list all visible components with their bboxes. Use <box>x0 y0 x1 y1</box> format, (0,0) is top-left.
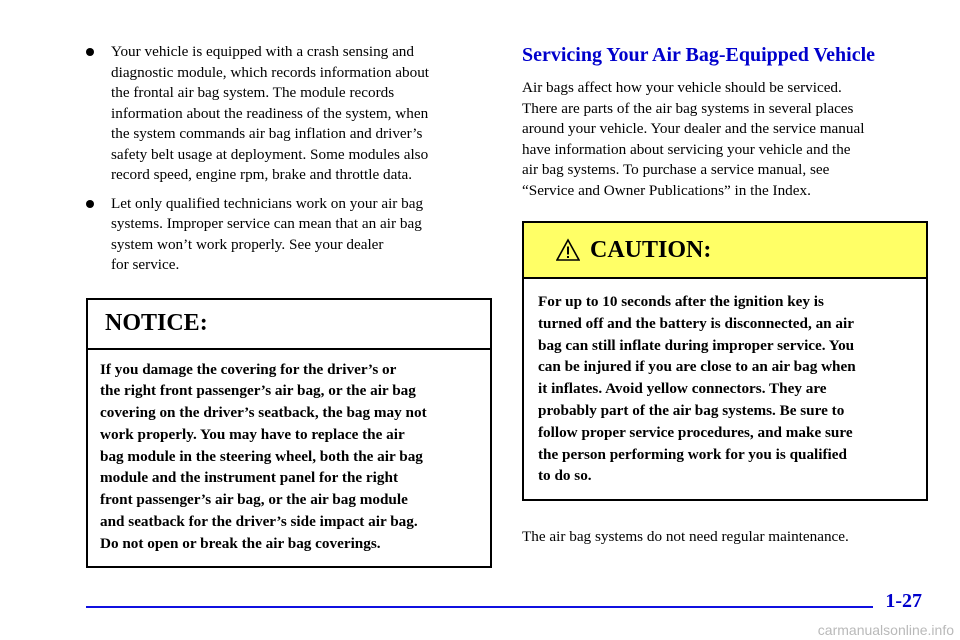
notice-body <box>88 350 490 566</box>
text-line: air bag systems. To purchase a service manual, see <box>522 161 830 178</box>
text-line: follow proper service procedures, and make sure <box>538 423 853 441</box>
right-column <box>522 42 930 548</box>
text-line: work properly. You may have to replace the air <box>100 425 405 443</box>
text-line: If you damage the covering for the driver’s or <box>100 360 397 378</box>
bullet-text <box>111 194 494 276</box>
page-number: 1-27 <box>885 590 922 612</box>
closing-paragraph: The air bag systems do not need regular maintenance. <box>522 528 849 546</box>
left-column <box>86 42 494 568</box>
text-line: the frontal air bag system. The module records <box>111 84 395 101</box>
text-line: can be injured if you are close to an air bag when <box>538 358 856 376</box>
text-line: There are parts of the air bag systems in several places <box>522 99 854 117</box>
text-line: covering on the driver’s seatback, the bag may not <box>100 404 427 422</box>
text-line: the right front passenger’s air bag, or the air bag <box>100 382 416 400</box>
text-line: around your vehicle. Your dealer and the service manual <box>522 120 865 137</box>
notice-box <box>86 298 492 568</box>
text-line: module and the instrument panel for the right <box>100 469 398 487</box>
bullet-dot-icon <box>86 200 94 208</box>
text-line: Let only qualified technicians work on your air bag <box>111 194 424 212</box>
section-title: Servicing Your Air Bag-Equipped Vehicle <box>522 44 876 66</box>
warning-triangle-icon <box>556 238 580 262</box>
bullet-text <box>111 42 494 186</box>
text-line: systems. Improper service can mean that an air bag <box>111 215 422 232</box>
notice-title: NOTICE: <box>105 310 208 336</box>
text-line: safety belt usage at deployment. Some modules also <box>111 145 429 163</box>
text-line: diagnostic module, which records information about <box>111 63 430 81</box>
text-line: the system commands air bag inflation and driver’s <box>111 125 423 142</box>
caution-box <box>522 221 928 501</box>
text-line: Air bags affect how your vehicle should be serviced. <box>522 79 842 96</box>
text-line: it inflates. Avoid yellow connectors. They are <box>538 380 827 398</box>
text-line: turned off and the battery is disconnected, an air <box>538 314 854 332</box>
text-line: probably part of the air bag systems. Be sure to <box>538 401 845 419</box>
text-line: the person performing work for you is qualified <box>538 445 847 463</box>
text-line: have information about servicing your vehicle and the <box>522 140 851 158</box>
text-line: system won’t work properly. See your dealer <box>111 235 384 253</box>
bullet-item-crash-module <box>86 42 494 186</box>
text-line: For up to 10 seconds after the ignition key is <box>538 293 824 310</box>
text-line: Do not open or break the air bag coverings. <box>100 534 381 552</box>
watermark: carmanualsonline.info <box>817 622 954 638</box>
bullet-item-qualified-technicians <box>86 194 494 276</box>
caution-header <box>524 223 926 279</box>
text-line: front passenger’s air bag, or the air bag module <box>100 491 408 509</box>
caution-body <box>524 279 926 499</box>
text-line: bag can still inflate during improper service. You <box>538 336 855 354</box>
notice-header <box>88 300 490 350</box>
text-line: bag module in the steering wheel, both the air bag <box>100 447 423 465</box>
footer-rule <box>86 606 873 608</box>
text-line: information about the readiness of the system, when <box>111 104 429 122</box>
section-paragraph <box>522 78 930 201</box>
text-line: for service. <box>111 256 180 273</box>
text-line: Your vehicle is equipped with a crash sensing and <box>111 43 414 60</box>
text-line: and seatback for the driver’s side impact air bag. <box>100 513 418 531</box>
caution-title: CAUTION: <box>590 236 712 263</box>
text-line: record speed, engine rpm, brake and throttle data. <box>111 166 413 183</box>
text-line: to do so. <box>538 467 592 485</box>
text-line: “Service and Owner Publications” in the Index. <box>522 181 811 199</box>
bullet-dot-icon <box>86 48 94 56</box>
